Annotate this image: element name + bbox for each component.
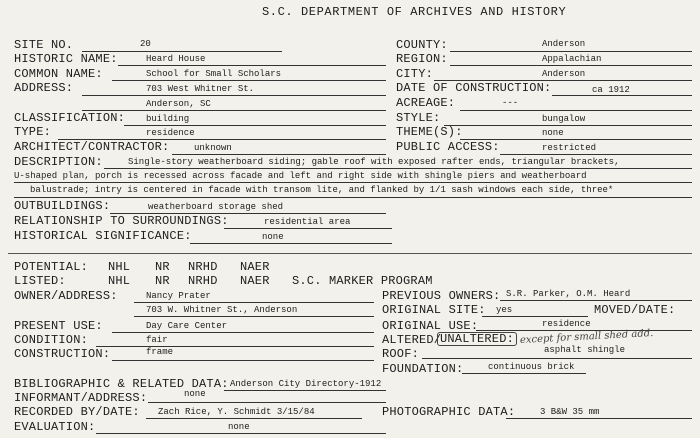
site-no-label: SITE NO. <box>14 38 74 52</box>
common-name-value: School for Small Scholars <box>146 69 282 79</box>
previous-owners-value: S.R. Parker, O.M. Heard <box>506 289 631 299</box>
address-line2-value: Anderson, SC <box>146 99 211 109</box>
bibliographic-line <box>224 390 386 391</box>
significance-line <box>190 243 392 244</box>
section-divider <box>8 253 692 254</box>
original-site-label: ORIGINAL SITE: <box>382 303 486 317</box>
photographic-line <box>506 418 692 419</box>
foundation-line <box>462 373 586 374</box>
condition-value: fair <box>146 335 168 345</box>
common-name-label: COMMON NAME: <box>14 67 103 81</box>
unaltered-label: UNALTERED: <box>437 332 517 346</box>
historic-name-line <box>118 65 386 66</box>
historic-name-label: HISTORIC NAME: <box>14 52 118 66</box>
style-line <box>444 125 692 126</box>
previous-owners-line <box>500 300 692 301</box>
original-use-value: residence <box>542 319 591 329</box>
informant-label: INFORMANT/ADDRESS: <box>14 391 148 405</box>
photographic-label: PHOTOGRAPHIC DATA: <box>382 405 516 419</box>
relationship-label: RELATIONSHIP TO SURROUNDINGS: <box>14 214 229 228</box>
relationship-line <box>224 228 392 229</box>
acreage-label: ACREAGE: <box>396 96 456 110</box>
description-line2: U-shaped plan, porch is recessed across facade and left and right side with shingle piers and weatherboard <box>14 171 587 181</box>
foundation-value: continuous brick <box>488 362 575 372</box>
address-line1-line <box>82 95 386 96</box>
date-construction-value: ca 1912 <box>592 85 630 95</box>
listed-label: LISTED: <box>14 274 66 288</box>
construction-label: CONSTRUCTION: <box>14 347 111 361</box>
address-line2-line <box>82 110 386 111</box>
recorded-by-line <box>146 418 362 419</box>
construction-value: frame <box>146 347 174 357</box>
site-no-value: 20 <box>140 39 151 49</box>
card-title: S.C. DEPARTMENT OF ARCHIVES AND HISTORY <box>262 5 567 19</box>
description-line1: Single-story weatherboard siding; gable roof with exposed rafter ends, triangular brackets, <box>128 157 620 167</box>
relationship-value: residential area <box>264 217 351 227</box>
themes-value: none <box>542 128 564 138</box>
recorded-by-value: Zach Rice, Y. Schmidt 3/15/84 <box>158 407 315 417</box>
present-use-line <box>112 332 374 333</box>
description-line3: balustrade; intry is centered in facade with transom lite, and flanked by 1/1 sash windows each side, three* <box>30 185 614 195</box>
description-line3-rule <box>14 197 692 198</box>
evaluation-value: none <box>228 422 250 432</box>
county-label: COUNTY: <box>396 38 448 52</box>
informant-line <box>148 402 386 403</box>
address-line1-value: 703 West Whitner St. <box>146 84 255 94</box>
construction-line <box>112 360 374 361</box>
altered-handwritten-note: except for small shed add. <box>519 328 654 346</box>
potential-label: POTENTIAL: <box>14 260 89 274</box>
classification-value: building <box>146 114 190 124</box>
potential-nrhd: NRHD <box>188 260 218 274</box>
public-access-value: restricted <box>542 143 597 153</box>
description-label: DESCRIPTION: <box>14 155 103 169</box>
bibliographic-value: Anderson City Directory-1912 <box>230 379 382 389</box>
public-access-label: PUBLIC ACCESS: <box>396 140 500 154</box>
public-access-line <box>500 154 692 155</box>
historic-name-value: Heard House <box>146 54 206 64</box>
altered-label: ALTERED/ <box>382 333 442 347</box>
evaluation-line <box>96 433 386 434</box>
present-use-value: Day Care Center <box>146 321 228 331</box>
listed-naer: NAER <box>240 274 270 288</box>
roof-label: ROOF: <box>382 347 420 361</box>
recorded-by-label: RECORDED BY/DATE: <box>14 405 140 419</box>
city-value: Anderson <box>542 69 586 79</box>
owner-line2-value: 703 W. Whitner St., Anderson <box>146 305 298 315</box>
description-line2-rule <box>14 182 692 183</box>
evaluation-label: EVALUATION: <box>14 420 96 434</box>
foundation-label: FOUNDATION: <box>382 362 464 376</box>
marker-program-label: S.C. MARKER PROGRAM <box>292 274 433 288</box>
classification-line <box>124 125 386 126</box>
owner-address-label: OWNER/ADDRESS: <box>14 289 118 303</box>
listed-nr: NR <box>155 274 170 288</box>
county-line <box>450 51 692 52</box>
classification-label: CLASSIFICATION: <box>14 111 126 125</box>
owner-line1-rule <box>134 302 374 303</box>
listed-nhl: NHL <box>108 274 131 288</box>
previous-owners-label: PREVIOUS OWNERS: <box>382 289 501 303</box>
outbuildings-label: OUTBUILDINGS: <box>14 199 111 213</box>
architect-label: ARCHITECT/CONTRACTOR: <box>14 140 170 154</box>
type-value: residence <box>146 128 195 138</box>
owner-line2-rule <box>134 316 374 317</box>
common-name-line <box>112 80 386 81</box>
region-value: Appalachian <box>542 54 602 64</box>
significance-label: HISTORICAL SIGNIFICANCE: <box>14 229 192 243</box>
themes-label: THEME(S): <box>396 125 463 139</box>
condition-line <box>96 346 374 347</box>
architect-line <box>172 154 386 155</box>
date-construction-line <box>552 95 692 96</box>
bibliographic-label: BIBLIOGRAPHIC & RELATED DATA: <box>14 377 229 391</box>
description-line1-rule <box>104 168 692 169</box>
style-value: bungalow <box>542 114 586 124</box>
date-construction-label: DATE OF CONSTRUCTION: <box>396 81 552 95</box>
present-use-label: PRESENT USE: <box>14 319 103 333</box>
region-label: REGION: <box>396 52 448 66</box>
roof-value: asphalt shingle <box>544 345 626 355</box>
owner-line1-value: Nancy Prater <box>146 291 211 301</box>
photographic-value: 3 B&W 35 mm <box>540 407 600 417</box>
roof-line <box>422 358 692 359</box>
style-label: STYLE: <box>396 111 441 125</box>
architect-value: unknown <box>194 143 232 153</box>
acreage-line <box>460 110 692 111</box>
potential-nhl: NHL <box>108 260 131 274</box>
city-label: CITY: <box>396 67 434 81</box>
potential-naer: NAER <box>240 260 270 274</box>
original-site-value: yes <box>496 305 513 315</box>
county-value: Anderson <box>542 39 586 49</box>
significance-value: none <box>262 232 284 242</box>
original-site-line <box>482 316 588 317</box>
original-use-label: ORIGINAL USE: <box>382 319 479 333</box>
informant-value: none <box>184 389 206 399</box>
potential-nr: NR <box>155 260 170 274</box>
moved-date-label: MOVED/DATE: <box>594 303 676 317</box>
listed-nrhd: NRHD <box>188 274 218 288</box>
outbuildings-value: weatherboard storage shed <box>148 202 284 212</box>
type-label: TYPE: <box>14 125 52 139</box>
condition-label: CONDITION: <box>14 333 89 347</box>
address-label: ADDRESS: <box>14 81 74 95</box>
region-line <box>450 65 692 66</box>
acreage-value: --- <box>502 98 519 108</box>
